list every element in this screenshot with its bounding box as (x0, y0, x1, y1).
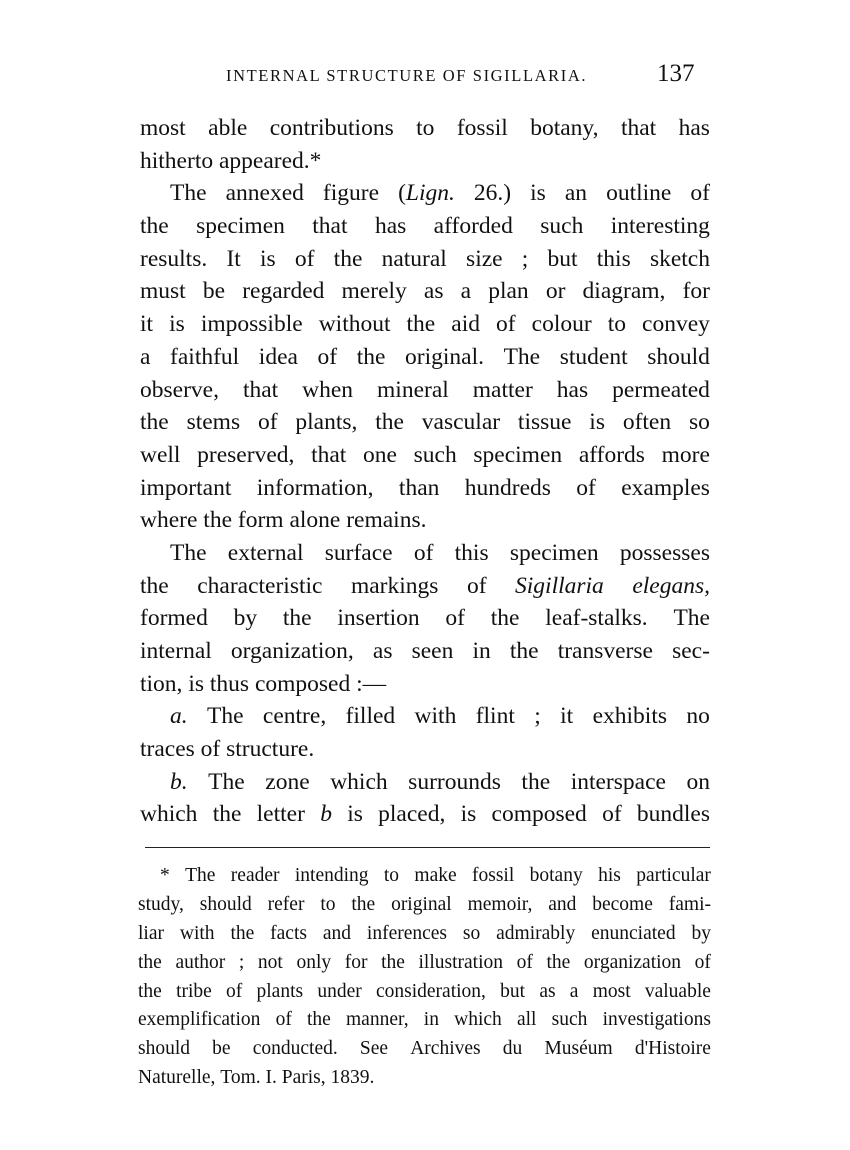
word: interesting (610, 213, 710, 240)
word: the (406, 311, 436, 338)
word: annexed (225, 180, 304, 207)
word: has (678, 115, 710, 141)
word: specimen (509, 539, 599, 566)
word: organization, (230, 638, 354, 664)
word: characteristic (197, 572, 323, 599)
word: traces (140, 736, 195, 763)
word: The (185, 865, 216, 886)
word: plan (488, 278, 529, 305)
word: 1839. (330, 1067, 375, 1089)
word: under (317, 980, 362, 1002)
word: alone (289, 507, 341, 534)
word: permeated (612, 376, 710, 403)
word: 26.) (473, 180, 512, 207)
word: is (530, 180, 546, 207)
word: that (311, 441, 347, 468)
word: examples (621, 474, 710, 501)
word: fossil (456, 115, 508, 141)
footnote-line (138, 1006, 711, 1035)
word: figure (322, 180, 380, 207)
word: bundles (636, 801, 710, 828)
word: the (140, 572, 169, 599)
word: the (140, 213, 169, 240)
word: tion, (140, 670, 183, 697)
word: is (169, 311, 185, 338)
word: * (160, 865, 170, 886)
word: as (372, 638, 393, 664)
word: preserved, (197, 441, 295, 468)
word: of (294, 245, 315, 272)
word: admirably (496, 922, 576, 944)
word: b (320, 801, 332, 828)
word: his (598, 865, 621, 886)
footnote-line (138, 891, 711, 920)
word: stems (186, 409, 241, 436)
word: I. (265, 1067, 277, 1089)
word: facts (270, 922, 307, 944)
word: flint (475, 703, 515, 730)
word: and (322, 922, 352, 944)
word: original. (405, 343, 484, 370)
word: contributions (269, 115, 394, 141)
word: the (140, 409, 169, 436)
word: that (312, 213, 348, 240)
word: aid (451, 311, 480, 338)
word: transverse (557, 638, 653, 664)
word: and (548, 893, 577, 915)
word: composed (254, 670, 351, 697)
word: the (375, 409, 404, 436)
word: idea (258, 343, 298, 370)
body-line (140, 733, 710, 766)
word: as (539, 980, 556, 1002)
word: by (691, 922, 711, 944)
word: botany, (530, 115, 599, 141)
word: often (622, 409, 672, 436)
word: but (547, 245, 578, 272)
word: by (233, 605, 258, 632)
word: when (302, 376, 354, 403)
word: a (569, 980, 579, 1002)
word: intending (294, 865, 369, 886)
word: not (257, 951, 283, 973)
word: the (230, 922, 255, 944)
word: interspace (570, 768, 666, 795)
word: or (545, 278, 566, 305)
word: Naturelle, (138, 1067, 216, 1089)
body-line (140, 700, 710, 733)
word: The (208, 768, 245, 795)
word: d'Histoire (634, 1038, 711, 1060)
word: The (170, 539, 207, 566)
word: plants, (295, 409, 358, 436)
word: matter (472, 376, 533, 403)
body-line (140, 602, 710, 635)
word: sketch (649, 245, 710, 272)
word: botany (529, 865, 583, 886)
word: a (460, 278, 472, 305)
word: valuable (644, 980, 711, 1002)
word: affords (578, 441, 645, 468)
word: of (516, 951, 533, 973)
body-text (140, 112, 710, 831)
word: impossible (200, 311, 303, 338)
word: the (521, 768, 551, 795)
word: form (237, 507, 284, 534)
word: :— (356, 670, 387, 697)
footnote-line (138, 1035, 711, 1064)
word: so (688, 409, 710, 436)
word: one (363, 441, 397, 468)
word: well (140, 441, 181, 468)
word: most (592, 980, 631, 1002)
word: sec- (672, 638, 710, 664)
word: faithful (170, 343, 240, 370)
word: should (199, 893, 252, 915)
word: make (414, 865, 457, 886)
word: the (351, 893, 376, 915)
word: of (226, 980, 243, 1002)
word: The (503, 343, 541, 370)
word: formed (140, 605, 208, 632)
word: has (556, 376, 589, 403)
body-line (140, 472, 710, 505)
word: such (540, 213, 584, 240)
word: should (647, 343, 710, 370)
word: fami- (668, 893, 711, 915)
word: the (212, 801, 242, 828)
word: conducted. (252, 1038, 338, 1060)
word: investigations (602, 1009, 711, 1031)
word: Archives (410, 1038, 481, 1060)
word: The (673, 605, 710, 632)
word: the (138, 980, 162, 1002)
word: merely (341, 278, 407, 305)
word: b. (170, 768, 188, 795)
word: seen (411, 638, 454, 664)
word: most (140, 115, 186, 141)
word: appeared.* (218, 147, 322, 174)
word: of (496, 311, 516, 338)
word: the (356, 343, 386, 370)
word: on (686, 768, 710, 795)
word: afforded (433, 213, 513, 240)
word: be (202, 278, 226, 305)
word: such (551, 1009, 588, 1031)
footnote-rule (145, 847, 710, 848)
footnote-line (138, 978, 711, 1007)
word: specimen (196, 213, 285, 240)
word: external (227, 539, 304, 566)
word: which (454, 1009, 502, 1031)
word: information, (256, 474, 374, 501)
body-line (140, 635, 710, 668)
word: the (307, 1009, 331, 1031)
word: plants (256, 980, 304, 1002)
word: so (462, 922, 481, 944)
word: ; (521, 245, 529, 272)
word: the (490, 605, 520, 632)
word: ; (238, 951, 245, 973)
word: mineral (377, 376, 449, 403)
word: as (423, 278, 444, 305)
word: for (344, 951, 368, 973)
word: in (423, 1009, 439, 1031)
word: ; (534, 703, 541, 730)
body-line (140, 570, 710, 603)
word: with (179, 922, 215, 944)
body-line (140, 439, 710, 472)
word: a. (170, 703, 188, 730)
word: the (509, 638, 539, 664)
word: memoir, (467, 893, 533, 915)
word: The (170, 180, 207, 207)
word: enunciated (591, 922, 676, 944)
word: The (207, 703, 244, 730)
word: which (330, 768, 388, 795)
word: the (282, 605, 312, 632)
word: which (140, 801, 198, 828)
word: study, (138, 893, 184, 915)
word: filled (345, 703, 396, 730)
body-line (140, 308, 710, 341)
word: author (175, 951, 226, 973)
body-line (140, 406, 710, 439)
word: the (381, 951, 405, 973)
word: liar (138, 922, 164, 944)
word: the (138, 951, 162, 973)
word: surface (324, 539, 393, 566)
word: more (661, 441, 710, 468)
word: tissue (517, 409, 572, 436)
word: du (502, 1038, 523, 1060)
word: natural (381, 245, 447, 272)
word: is (460, 801, 477, 828)
body-line (140, 243, 710, 276)
word: manner, (346, 1009, 409, 1031)
body-line (140, 145, 710, 178)
word: of (466, 572, 487, 599)
word: an (564, 180, 588, 207)
word: results. (140, 245, 208, 272)
word: it (560, 703, 574, 730)
word: Paris, (281, 1067, 326, 1089)
footnote-line (138, 949, 711, 978)
word: of (690, 180, 710, 207)
word: elegans, (632, 572, 710, 599)
word: specimen (473, 441, 563, 468)
word: See (359, 1038, 389, 1060)
body-line (140, 210, 710, 243)
footnote-line (138, 1064, 711, 1093)
body-line (140, 374, 710, 407)
page-number: 137 (657, 60, 695, 87)
word: the (333, 245, 363, 272)
word: of (317, 343, 338, 370)
word: illustration (418, 951, 504, 973)
word: diagram, (582, 278, 666, 305)
word: to (416, 115, 435, 141)
word: important (140, 474, 232, 501)
word: leaf-stalks. (545, 605, 648, 632)
word: become (592, 893, 653, 915)
word: is (188, 670, 204, 697)
word: of (602, 801, 622, 828)
word: that (242, 376, 279, 403)
word: thus (209, 670, 250, 697)
word: to (383, 865, 400, 886)
word: regarded (242, 278, 325, 305)
word: in (472, 638, 491, 664)
word: colour (531, 311, 592, 338)
word: original (391, 893, 452, 915)
word: to (607, 311, 626, 338)
body-line (140, 341, 710, 374)
word: must (140, 278, 186, 305)
word: zone (265, 768, 310, 795)
word: tribe (176, 980, 212, 1002)
word: with (414, 703, 457, 730)
word: it (140, 311, 154, 338)
footnote (138, 862, 711, 1093)
word: size (466, 245, 503, 272)
word: but (500, 980, 526, 1002)
word: student (559, 343, 628, 370)
word: all (516, 1009, 537, 1031)
word: observe, (140, 376, 219, 403)
word: is (347, 801, 363, 828)
word: the (546, 951, 571, 973)
word: that (620, 115, 657, 141)
word: this (454, 539, 489, 566)
word: centre, (262, 703, 327, 730)
word: of (200, 736, 221, 763)
body-line (140, 275, 710, 308)
word: vascular (421, 409, 501, 436)
body-line (140, 798, 710, 831)
word: than (398, 474, 440, 501)
word: has (374, 213, 407, 240)
word: (Lign. (398, 180, 455, 207)
word: is (589, 409, 605, 436)
word: Sigillaria (515, 572, 604, 599)
word: letter (256, 801, 305, 828)
word: where (140, 507, 198, 534)
word: to (320, 893, 336, 915)
word: reader (230, 865, 280, 886)
word: refer (267, 893, 305, 915)
word: placed, (378, 801, 446, 828)
word: surrounds (408, 768, 501, 795)
word: remains. (346, 507, 427, 534)
word: able (208, 115, 248, 141)
body-line (140, 537, 710, 570)
word: of (576, 474, 596, 501)
word: hundreds (464, 474, 551, 501)
word: hitherto (140, 147, 214, 174)
word: insertion (337, 605, 420, 632)
word: exemplification (138, 1009, 261, 1031)
body-line (140, 177, 710, 210)
body-line (140, 668, 710, 701)
word: consideration, (375, 980, 486, 1002)
footnote-line (138, 862, 711, 891)
word: particular (636, 865, 711, 886)
word: Tom. (220, 1067, 261, 1089)
word: structure. (226, 736, 315, 763)
word: composed (491, 801, 587, 828)
word: such (413, 441, 457, 468)
word: no (686, 703, 710, 730)
body-line (140, 112, 710, 145)
word: exhibits (592, 703, 668, 730)
word: Muséum (544, 1038, 613, 1060)
word: of (257, 409, 278, 436)
word: possesses (619, 539, 710, 566)
word: this (596, 245, 631, 272)
word: be (212, 1038, 231, 1060)
word: is (260, 245, 276, 272)
word: fossil (472, 865, 515, 886)
word: of (413, 539, 434, 566)
word: internal (140, 638, 212, 664)
word: the (203, 507, 233, 534)
word: outline (606, 180, 672, 207)
word: for (682, 278, 710, 305)
word: inferences (366, 922, 448, 944)
word: It (226, 245, 241, 272)
running-title: INTERNAL STRUCTURE OF SIGILLARIA. (226, 66, 588, 85)
word: of (694, 951, 711, 973)
word: of (445, 605, 465, 632)
word: without (318, 311, 391, 338)
word: only (296, 951, 332, 973)
running-head (0, 60, 850, 94)
word: convey (642, 311, 710, 338)
body-line (140, 504, 710, 537)
word: should (138, 1038, 191, 1060)
word: of (275, 1009, 292, 1031)
body-line (140, 766, 710, 799)
word: a (140, 343, 151, 370)
word: organization (583, 951, 682, 973)
footnote-line (138, 920, 711, 949)
word: markings (350, 572, 439, 599)
